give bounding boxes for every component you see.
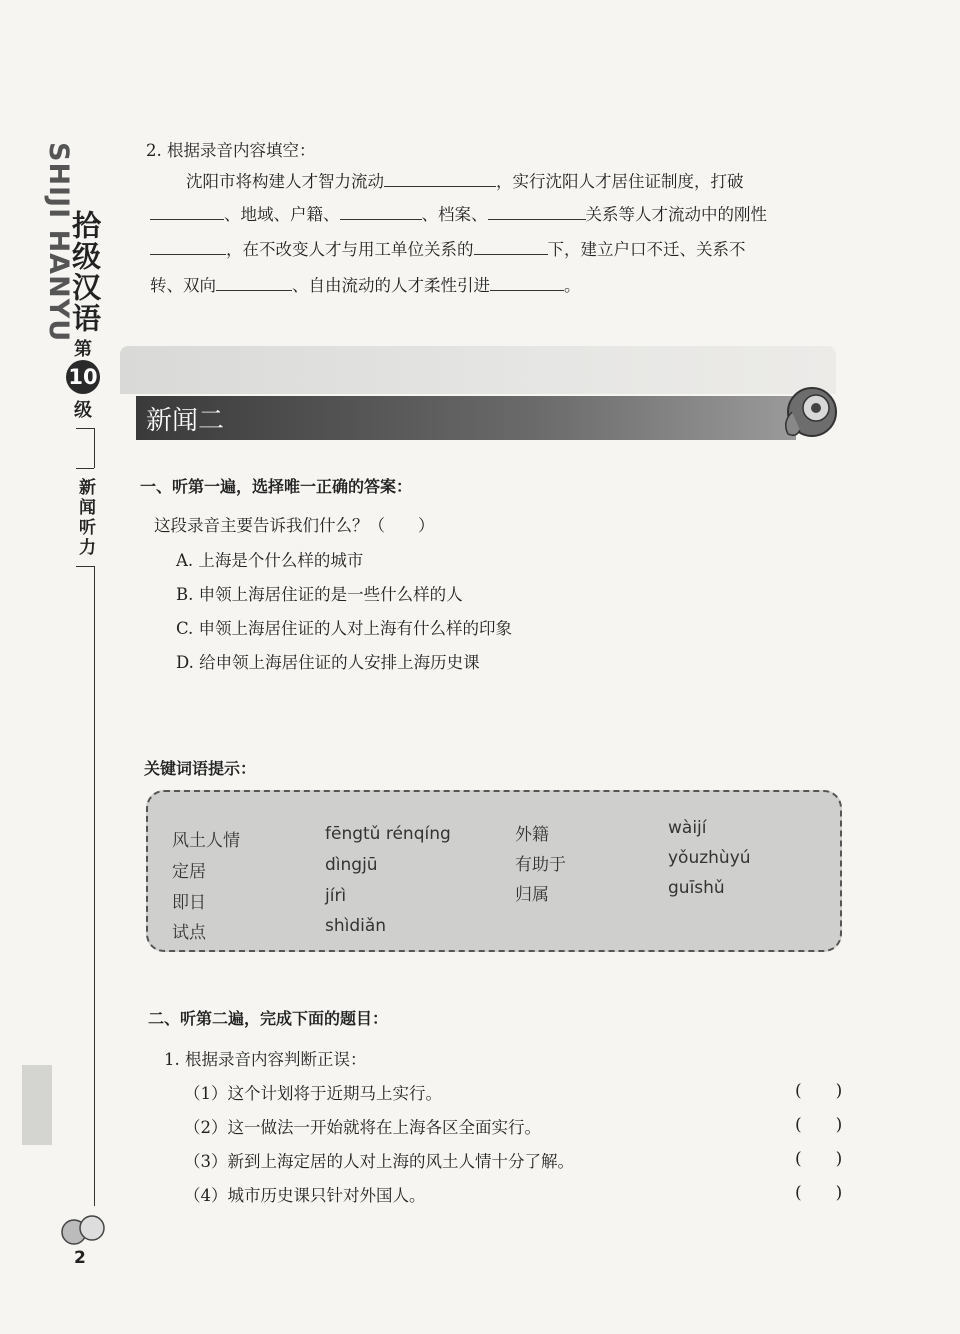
answer-parens[interactable]: ( ) xyxy=(795,1183,843,1203)
option-b[interactable]: B. 申领上海居住证的是一些什么样的人 xyxy=(176,585,463,604)
text-segment: 关系等人才流动中的刚性 xyxy=(585,205,767,224)
fill-in-question: 2. 根据录音内容填空： xyxy=(146,141,316,160)
text-segment: 、地域、户籍、 xyxy=(224,205,340,224)
part1-question: 这段录音主要告诉我们什么？（ ） xyxy=(154,516,435,535)
judgement-item: （4）城市历史课只针对外国人。 xyxy=(184,1186,426,1205)
keyword: 试点 xyxy=(172,923,206,943)
fill-in-line-4 xyxy=(150,276,581,295)
keyword-pinyin: jírì xyxy=(325,886,347,906)
text-segment: 下，建立户口不迁、关系不 xyxy=(547,240,746,259)
keyword-pinyin: fēngtǔ rénqíng xyxy=(325,824,451,844)
keywords-box xyxy=(146,790,842,952)
answer-blank[interactable] xyxy=(490,276,564,291)
keyword-pinyin: dìngjū xyxy=(325,855,378,875)
sidebar-divider xyxy=(76,468,94,469)
series-pinyin-title: SHIJI HANYU xyxy=(43,142,74,343)
option-c[interactable]: C. 申领上海居住证的人对上海有什么样的印象 xyxy=(176,619,513,638)
keyword: 即日 xyxy=(172,893,206,913)
sidebar-divider xyxy=(76,566,94,567)
keyword: 归属 xyxy=(515,885,549,905)
answer-parens[interactable]: ( ) xyxy=(795,1115,843,1135)
text-segment: 转、双向 xyxy=(150,276,216,295)
option-a[interactable]: A. 上海是个什么样的城市 xyxy=(176,551,364,570)
bubbles-icon xyxy=(60,1214,110,1248)
judgement-item: （3）新到上海定居的人对上海的风土人情十分了解。 xyxy=(184,1152,574,1171)
text-segment: 、自由流动的人才柔性引进 xyxy=(292,276,490,295)
answer-blank[interactable] xyxy=(488,205,586,220)
keyword-pinyin: guīshǔ xyxy=(668,878,725,898)
keyword: 外籍 xyxy=(515,825,549,845)
option-d[interactable]: D. 给申领上海居住证的人安排上海历史课 xyxy=(176,653,480,672)
keyword-pinyin: wàijí xyxy=(668,818,707,838)
page-number: 2 xyxy=(74,1248,86,1268)
fill-in-line-3 xyxy=(150,240,746,259)
fill-in-line-1 xyxy=(186,172,744,191)
sidebar-shade xyxy=(22,1065,52,1145)
speaker-icon xyxy=(774,382,838,446)
answer-parens[interactable]: ( ) xyxy=(795,1149,843,1169)
banner-title: 新闻二 xyxy=(146,405,225,436)
keywords-heading: 关键词语提示： xyxy=(144,759,257,778)
section-banner xyxy=(136,396,796,440)
answer-parens[interactable]: ( ) xyxy=(795,1081,843,1101)
fill-in-line-2 xyxy=(150,205,767,224)
answer-blank[interactable] xyxy=(384,172,496,187)
judgement-item: （2）这一做法一开始就将在上海各区全面实行。 xyxy=(184,1118,541,1137)
judgement-item: （1）这个计划将于近期马上实行。 xyxy=(184,1084,442,1103)
sidebar-rule xyxy=(94,566,95,1206)
level-prefix: 第 xyxy=(74,339,92,360)
answer-blank[interactable] xyxy=(150,240,226,255)
sidebar-rule xyxy=(94,428,95,468)
keyword: 定居 xyxy=(172,862,206,882)
part1-heading: 一、听第一遍，选择唯一正确的答案： xyxy=(140,477,413,496)
text-segment: ，实行沈阳人才居住证制度，打破 xyxy=(496,172,744,191)
keyword-pinyin: shìdiǎn xyxy=(325,916,387,936)
series-chinese-title: 拾级汉语 xyxy=(68,210,102,334)
keyword: 风土人情 xyxy=(172,831,240,851)
keyword-pinyin: yǒuzhùyú xyxy=(668,848,751,868)
answer-blank[interactable] xyxy=(216,276,292,291)
text-segment: 。 xyxy=(564,276,581,295)
level-suffix: 级 xyxy=(74,400,92,421)
answer-blank[interactable] xyxy=(340,205,422,220)
section-name: 新闻听力 xyxy=(75,478,95,558)
banner-background xyxy=(120,346,836,394)
text-segment: 沈阳市将构建人才智力流动 xyxy=(186,172,384,191)
text-segment: 、档案、 xyxy=(421,205,488,224)
part2-question: 1. 根据录音内容判断正误： xyxy=(164,1050,367,1069)
keyword: 有助于 xyxy=(515,855,566,875)
sidebar-divider xyxy=(76,428,94,429)
level-number-badge: 10 xyxy=(66,360,100,394)
text-segment: ，在不改变人才与用工单位关系的 xyxy=(226,240,474,259)
answer-blank[interactable] xyxy=(474,240,548,255)
part2-heading: 二、听第二遍，完成下面的题目： xyxy=(148,1009,389,1028)
answer-blank[interactable] xyxy=(150,205,224,220)
